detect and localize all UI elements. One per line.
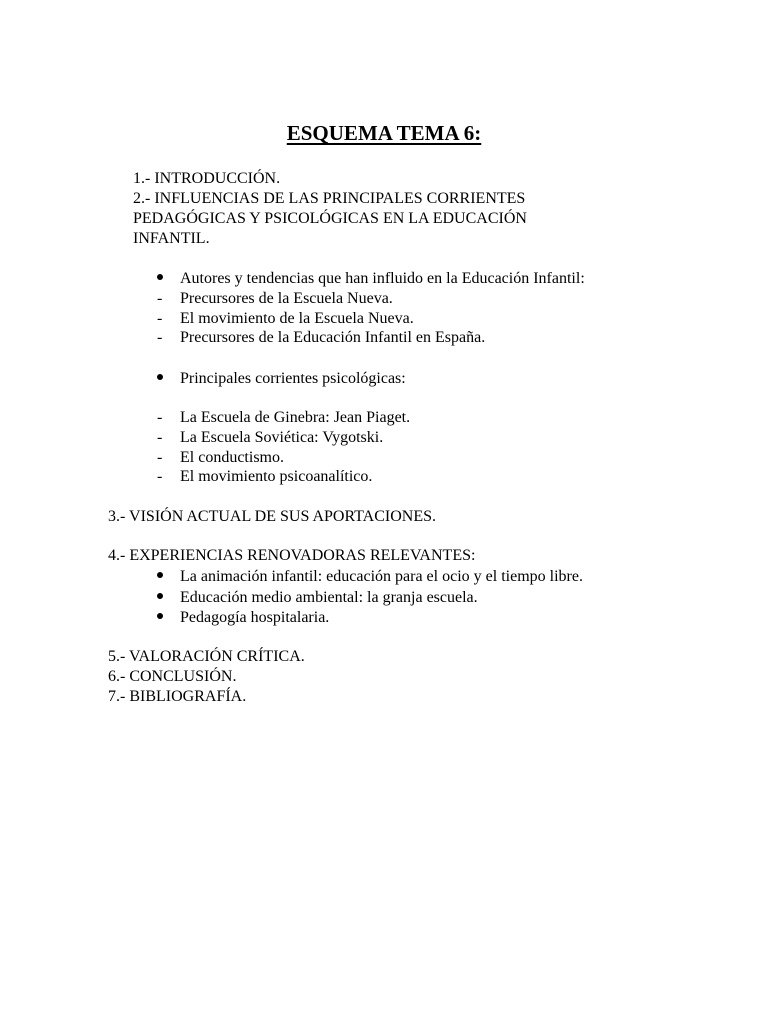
bullet-icon — [157, 588, 163, 608]
dash-marker: - — [157, 468, 163, 485]
dash-marker: - — [157, 409, 163, 426]
section-3-heading: 3.- VISIÓN ACTUAL DE SUS APORTACIONES. — [108, 508, 437, 525]
section-2-heading-line-2: PEDAGÓGICAS Y PSICOLÓGICAS EN LA EDUCACIÓN — [133, 210, 527, 227]
dash-marker: - — [157, 290, 163, 307]
section-7-heading: 7.- BIBLIOGRAFÍA. — [108, 688, 247, 705]
dash-item: El movimiento de la Escuela Nueva. — [180, 310, 414, 327]
section-2-heading-line-3: INFANTIL. — [133, 230, 210, 247]
section-4-heading: 4.- EXPERIENCIAS RENOVADORAS RELEVANTES: — [108, 547, 476, 564]
section-5-heading: 5.- VALORACIÓN CRÍTICA. — [108, 648, 305, 665]
dash-item: El movimiento psicoanalítico. — [180, 468, 373, 485]
bullet-item: Pedagogía hospitalaria. — [180, 609, 330, 626]
dash-marker: - — [157, 310, 163, 327]
dash-item: El conductismo. — [180, 449, 284, 466]
dash-item: La Escuela Soviética: Vygotski. — [180, 429, 384, 446]
dash-item: La Escuela de Ginebra: Jean Piaget. — [180, 409, 411, 426]
bullet-item: Autores y tendencias que han influido en la Educación Infantil: — [180, 270, 585, 287]
bullet-item: La animación infantil: educación para el ocio y el tiempo libre. — [180, 568, 583, 585]
dash-marker: - — [157, 429, 163, 446]
bullet-icon — [157, 608, 163, 628]
dash-item: Precursores de la Escuela Nueva. — [180, 290, 393, 307]
section-2-heading-line-1: 2.- INFLUENCIAS DE LAS PRINCIPALES CORRIENTES — [133, 190, 526, 207]
dash-item: Precursores de la Educación Infantil en España. — [180, 329, 486, 346]
section-6-heading: 6.- CONCLUSIÓN. — [108, 668, 237, 685]
section-1-heading: 1.- INTRODUCCIÓN. — [133, 170, 281, 187]
document-title: ESQUEMA TEMA 6: — [286, 121, 482, 145]
dash-marker: - — [157, 449, 163, 466]
bullet-item: Educación medio ambiental: la granja escuela. — [180, 589, 478, 606]
dash-marker: - — [157, 329, 163, 346]
bullet-icon — [157, 269, 163, 289]
bullet-icon — [157, 567, 163, 587]
bullet-item: Principales corrientes psicológicas: — [180, 370, 406, 387]
bullet-icon — [157, 369, 163, 389]
